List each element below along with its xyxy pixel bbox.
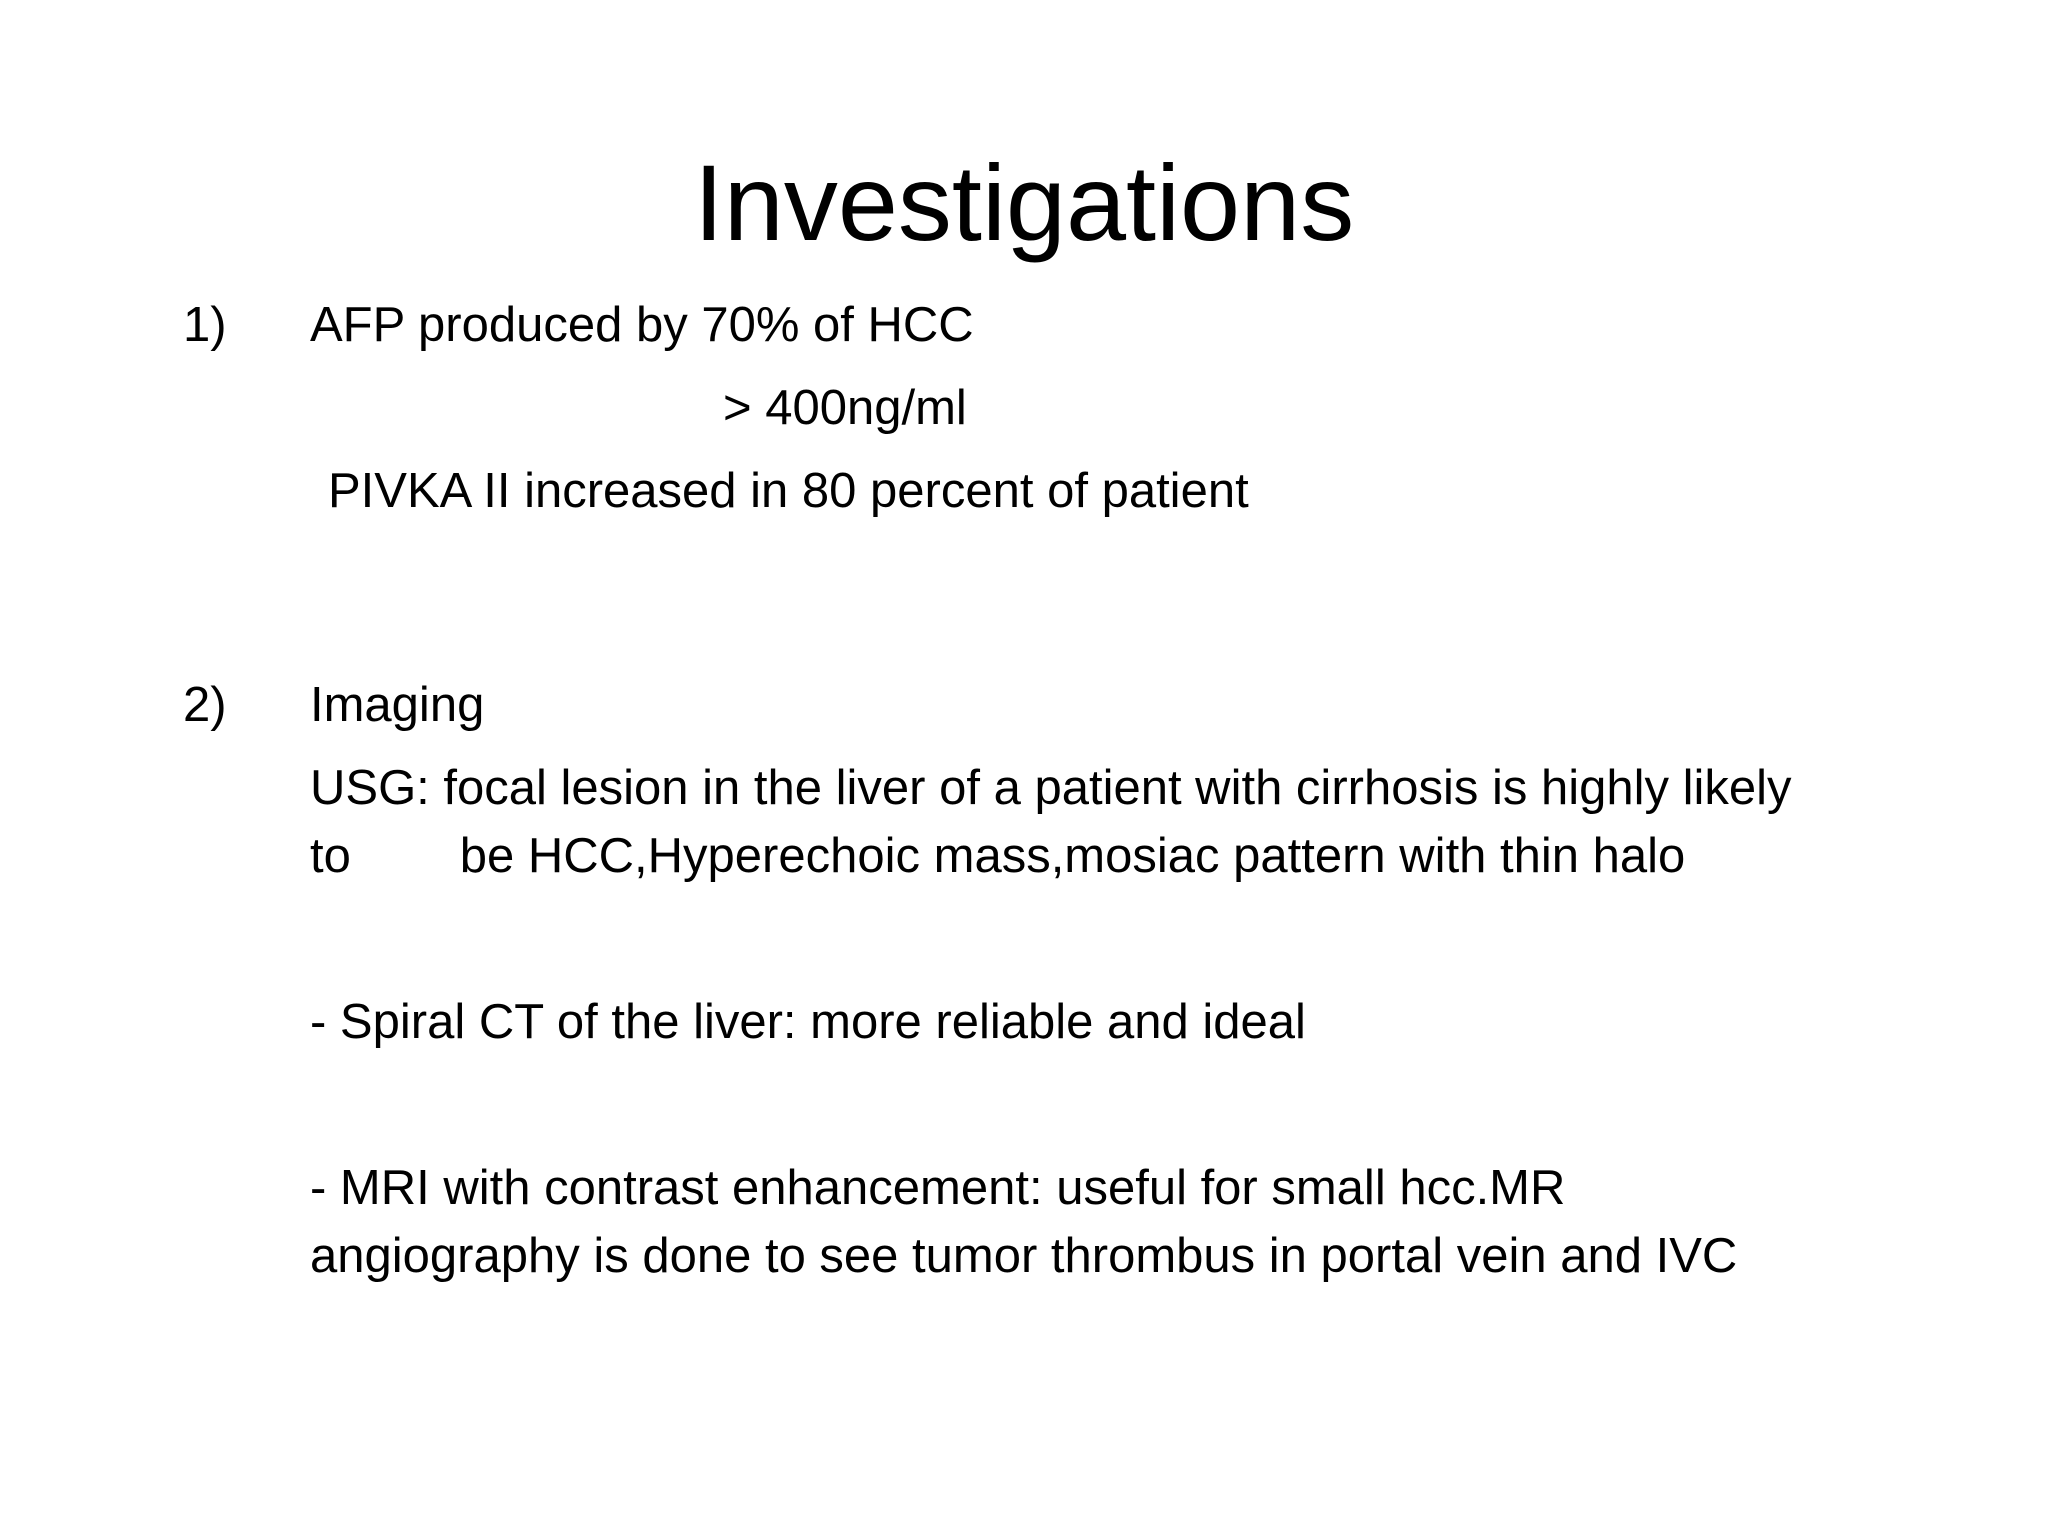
slide-title: Investigations — [693, 142, 1355, 263]
pivka-text: PIVKA II increased in 80 percent of patient — [328, 464, 1249, 518]
item-2-number: 2) — [183, 678, 227, 732]
mri-line-2: angiography is done to see tumor thrombus in portal vein and IVC — [310, 1229, 1738, 1283]
usg-line-1: USG: focal lesion in the liver of a patient with cirrhosis is highly likely — [310, 761, 1792, 815]
usg-line-2: to be HCC,Hyperechoic mass,mosiac pattern with thin halo — [310, 829, 1686, 883]
item-1-heading: AFP produced by 70% of HCC — [310, 298, 974, 352]
ct-text: - Spiral CT of the liver: more reliable and ideal — [310, 995, 1306, 1049]
mri-line-1: - MRI with contrast enhancement: useful for small hcc.MR — [310, 1161, 1566, 1215]
item-2-heading: Imaging — [310, 678, 485, 732]
item-1-number: 1) — [183, 298, 227, 352]
afp-threshold: > 400ng/ml — [723, 381, 967, 435]
